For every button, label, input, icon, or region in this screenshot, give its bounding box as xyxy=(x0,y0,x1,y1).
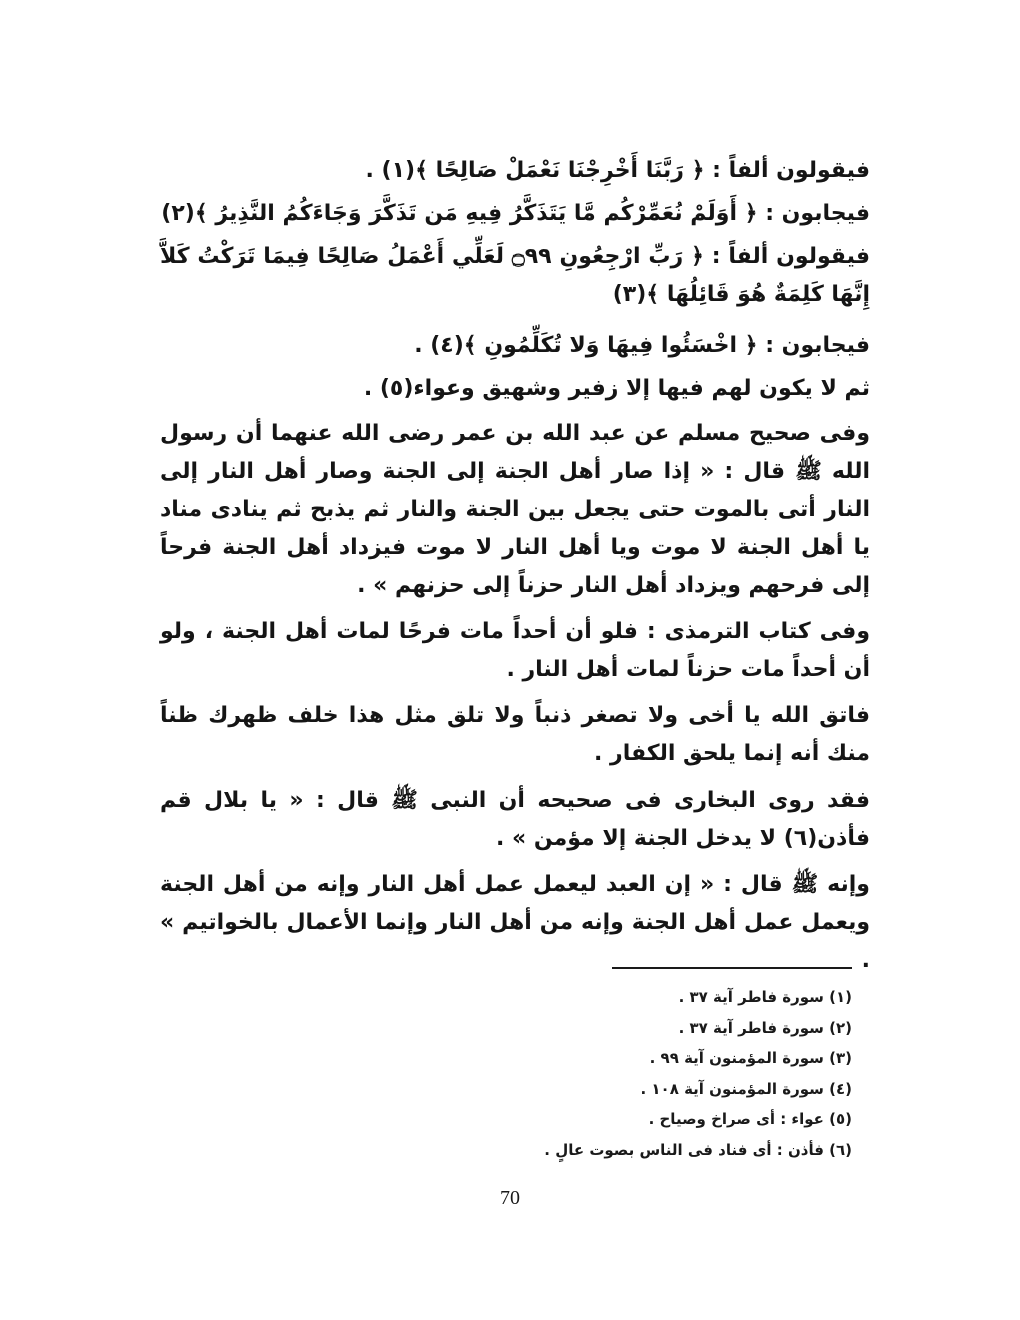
footnote-6: (٦) فأذن : أى فناد فى الناس بصوت عالٍ . xyxy=(544,1140,852,1159)
paragraph-3: فيقولون ألفاً : ﴿ رَبِّ ارْجِعُونِ ۝٩٩ لَعَلِّي أَعْمَلُ صَالِحًا فِيمَا تَرَكْتُ كَلاَّ إِنَّهَا كَلِمَةٌ هُوَ قَائِلُهَا ﴾(٣) xyxy=(160,244,870,307)
footnote-separator xyxy=(612,967,852,969)
footnote-3: (٣) سورة المؤمنون آية ٩٩ . xyxy=(649,1049,852,1067)
paragraph-2: فيجابون : ﴿ أَوَلَمْ نُعَمِّرْكُم مَّا يَتَذَكَّرُ فِيهِ مَن تَذَكَّرَ وَجَاءَكُمُ النَّذِيرُ ﴾(٢) xyxy=(161,201,870,226)
footnote-5: (٥) عواء : أى صراخ وصياح . xyxy=(648,1110,852,1128)
footnote-1: (١) سورة فاطر آية ٣٧ . xyxy=(678,988,852,1006)
paragraph-9: فقد روى البخارى فى صحيحه أن النبى ﷺ قال : « يا بلال قم فأذن(٦) لا يدخل الجنة إلا مؤمن » . xyxy=(160,788,870,851)
footnotes xyxy=(400,982,852,1165)
paragraph-8: فاتق الله يا أخى ولا تصغر ذنباً ولا تلق مثل هذا خلف ظهرك ظناً منك أنه إنما يلحق الكفار . xyxy=(160,703,870,766)
paragraph-6: وفى صحيح مسلم عن عبد الله بن عمر رضى الله عنهما أن رسول الله ﷺ قال : « إذا صار أهل الجنة إلى الجنة وصار أهل النار إلى النار أتى بالموت حتى يجعل بين الجنة والنار ثم يذبح ثم ينادى مناد يا أهل الجنة لا موت ويا أهل النار لا موت فيزداد أهل الجنة فرحاً إلى فرحهم ويزداد أهل النار حزناً إلى حزنهم » . xyxy=(160,421,870,598)
paragraph-7: وفى كتاب الترمذى : فلو أن أحداً مات فرحًا لمات أهل الجنة ، ولو أن أحداً مات حزناً لمات أهل النار . xyxy=(160,619,870,682)
page-number: 70 xyxy=(500,1187,520,1209)
footnote-2: (٢) سورة فاطر آية ٣٧ . xyxy=(678,1018,852,1037)
footnote-4: (٤) سورة المؤمنون آية ١٠٨ . xyxy=(640,1079,852,1098)
paragraph-1: فيقولون ألفاً : ﴿ رَبَّنَا أَخْرِجْنَا نَعْمَلْ صَالِحًا ﴾(١) . xyxy=(365,158,870,183)
paragraph-10: وإنه ﷺ قال : « إن العبد ليعمل عمل أهل النار وإنه من أهل الجنة ويعمل عمل أهل الجنة وإنه من أهل النار وإنما الأعمال بالخواتيم » . xyxy=(160,872,870,973)
paragraph-4: فيجابون : ﴿ اخْسَئُوا فِيهَا وَلا تُكَلِّمُونِ ﴾(٤) . xyxy=(414,333,870,358)
paragraph-5: ثم لا يكون لهم فيها إلا زفير وشهيق وعواء(٥) . xyxy=(363,376,870,401)
